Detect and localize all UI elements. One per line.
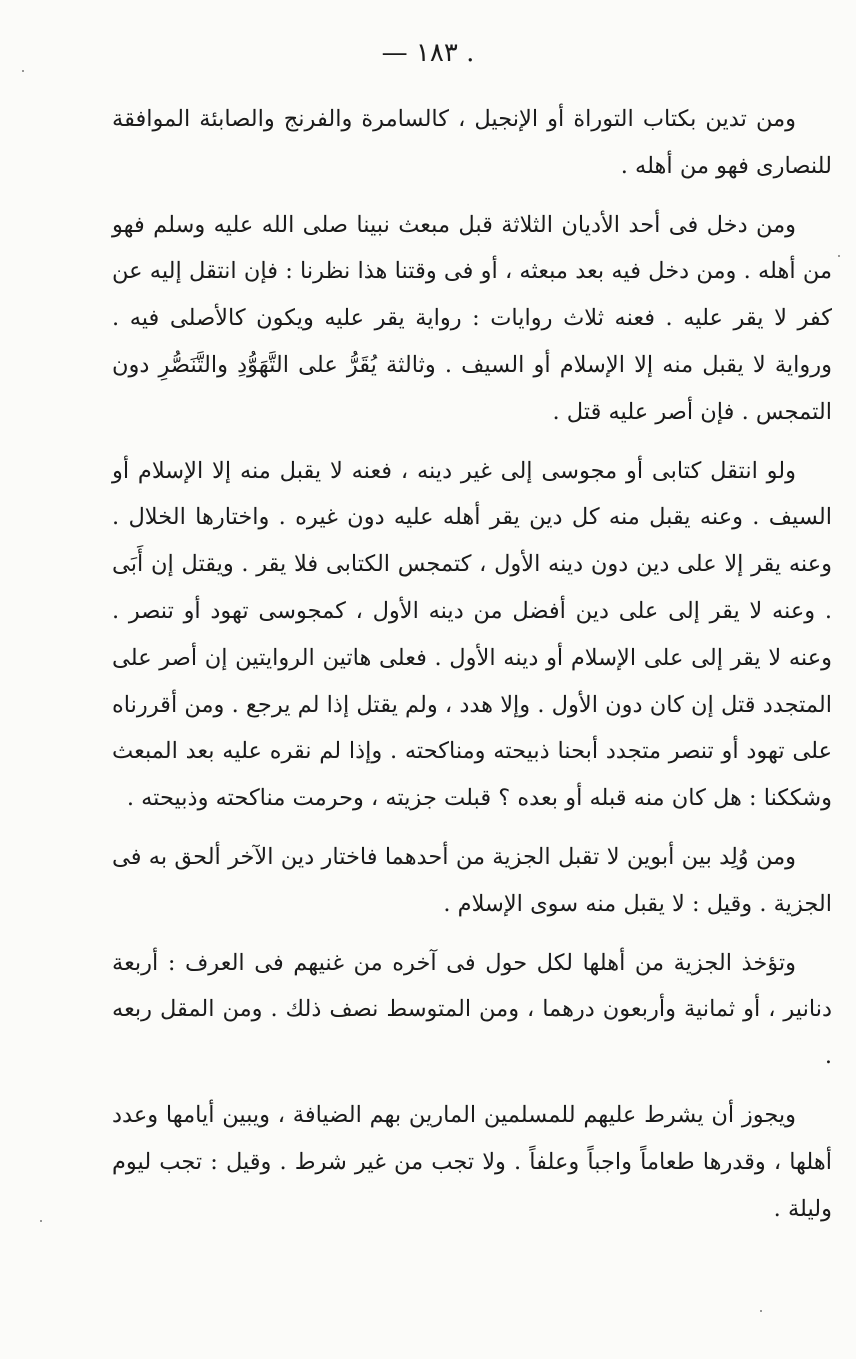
scan-speck: [40, 1220, 42, 1222]
paragraph-5: وتؤخذ الجزية من أهلها لكل حول فى آخره من غنيهم فى العرف : أربعة دنانير ، أو ثمانية وأربعون درهما ، ومن المتوسط نصف ذلك . ومن المقل ربعه .: [112, 949, 832, 1070]
paragraph-1: ومن تدين بكتاب التوراة أو الإنجيل ، كالسامرة والفرنج والصابئة الموافقة للنصارى فهو من أهله .: [112, 106, 832, 179]
paragraph-4: ومن وُلِد بين أبوين لا تقبل الجزية من أحدهما فاختار دين الآخر ألحق به فى الجزية . وقيل : لا يقبل منه سوى الإسلام .: [112, 843, 832, 917]
paragraph-2: ومن دخل فى أحد الأديان الثلاثة قبل مبعث نبينا صلى الله عليه وسلم فهو من أهله . ومن دخل فيه بعد مبعثه ، أو فى وقتنا هذا نظرنا : فإن انتقل إليه عن كفر لا يقر عليه . فعنه ثلاث روايات : رواية يقر عليه ويكون كالأصلى فيه . ورواية لا يقبل منه إلا الإسلام أو السيف . وثالثة يُقَرُّ على التَّهَوُّدِ والتَّنَصُّرِ دون التمجس . فإن أصر عليه قتل .: [112, 211, 832, 425]
scan-speck: [22, 70, 24, 72]
page-number: — ١٨٣ .: [381, 38, 475, 68]
paragraph-6: ويجوز أن يشرط عليهم للمسلمين المارين بهم الضيافة ، ويبين أيامها وعدد أهلها ، وقدرها طعاماً واجباً وعلفاً . ولا تجب من غير شرط . وقيل : تجب ليوم وليلة .: [112, 1101, 832, 1222]
paragraph-3: ولو انتقل كتابى أو مجوسى إلى غير دينه ، فعنه لا يقبل منه إلا الإسلام أو السيف . وعنه يقبل منه كل دين يقر أهله عليه دون غيره . واختارها الخلال . وعنه يقر إلا على دين دون دينه الأول ، كتمجس الكتابى فلا يقر . ويقتل إن أَبَى . وعنه لا يقر إلى على دين أفضل من دينه الأول ، كمجوسى تهود أو تنصر . وعنه لا يقر إلى على الإسلام أو دينه الأول . فعلى هاتين الروايتين إن أصر على المتجدد قتل إن كان دون الأول . وإلا هدد ، ولم يقتل إذا لم يرجع . ومن أقررناه على تهود أو تنصر متجدد أبحنا ذبيحته ومناكحته . وإذا لم نقره عليه بعد المبعث وشككنا : هل كان منه قبله أو بعده ؟ قبلت جزيته ، وحرمت مناكحته وذبيحته .: [112, 457, 832, 812]
body-text: [112, 96, 832, 1232]
scan-speck: [838, 255, 840, 257]
scan-speck: [760, 1310, 762, 1312]
